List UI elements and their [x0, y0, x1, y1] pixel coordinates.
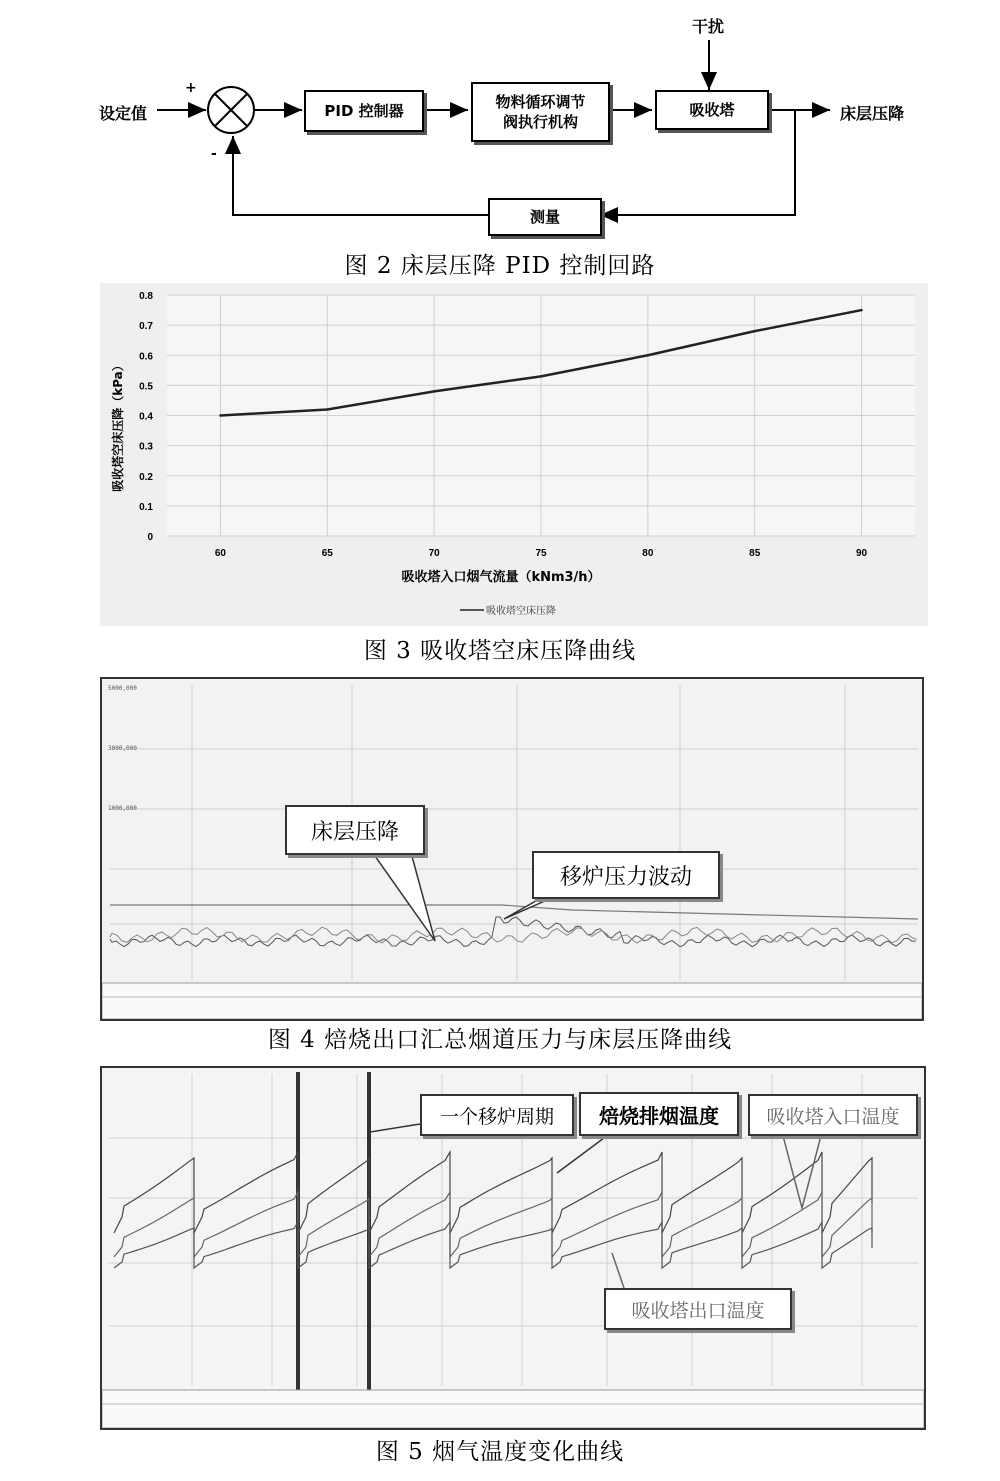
- figure2-diagram: [95, 10, 920, 240]
- y-tick-label: 0.6: [139, 351, 153, 363]
- x-tick-label: 70: [428, 548, 440, 559]
- data-point: [754, 330, 756, 332]
- data-point: [433, 390, 435, 392]
- figure4-plot: [102, 679, 922, 1019]
- pointer-outlet: [612, 1253, 624, 1288]
- pid-controller-block: PID 控制器: [304, 90, 424, 132]
- fig4-tick-b: 3000,000: [108, 745, 137, 752]
- data-point: [326, 408, 328, 410]
- pressure-drop-chart: [100, 283, 928, 626]
- figure4-caption: 图 4 焙烧出口汇总烟道压力与床层压降曲线: [267, 1027, 733, 1053]
- y-tick-label: 0.2: [139, 471, 153, 483]
- measurement-block: 测量: [488, 198, 602, 236]
- absorber-block: 吸收塔: [655, 90, 769, 130]
- figure3-chart: [100, 283, 928, 626]
- legend-label: 吸收塔空床压降: [486, 606, 556, 617]
- output-label: 床层压降: [840, 104, 905, 123]
- y-tick-label: 0.4: [139, 411, 153, 423]
- trace-absorber-inlet-temp: [114, 1192, 872, 1257]
- pointer-cycle: [370, 1124, 420, 1132]
- y-tick-label: 0.7: [139, 321, 153, 333]
- data-point: [860, 309, 862, 311]
- data-point: [219, 414, 221, 416]
- valve-actuator-block: [471, 82, 610, 142]
- x-tick-label: 65: [321, 548, 333, 559]
- y-tick-label: 0.5: [139, 381, 153, 393]
- y-tick-label: 0.8: [139, 291, 153, 302]
- callout-bed-pressure: 床层压降: [285, 805, 425, 855]
- plus-sign: +: [185, 80, 197, 96]
- y-tick-label: 0.3: [139, 441, 153, 453]
- trace-bed-pressure-top: [110, 905, 918, 919]
- setpoint-label: 设定值: [99, 104, 148, 123]
- status-bar: [102, 983, 922, 1019]
- callout-absorber-outlet-temp: 吸收塔出口温度: [604, 1288, 792, 1330]
- callout-roast-exhaust-temp: 焙烧排烟温度: [579, 1092, 739, 1136]
- pointer-inlet: [782, 1132, 822, 1208]
- y-axis-title: 吸收塔空床压降（kPa）: [111, 359, 125, 492]
- minus-sign: -: [211, 146, 217, 162]
- callout-furnace-fluctuation: 移炉压力波动: [532, 851, 720, 899]
- figure5-caption: 图 5 烟气温度变化曲线: [375, 1439, 625, 1465]
- fig4-tick-c: 1000,000: [108, 805, 137, 812]
- x-axis-title: 吸收塔入口烟气流量（kNm3/h）: [401, 570, 601, 585]
- disturbance-label: 干扰: [692, 17, 725, 36]
- x-tick-label: 80: [642, 548, 654, 559]
- callout-pointer-bed: [370, 849, 435, 941]
- y-tick-label: 0: [147, 532, 153, 543]
- trace-roast-exhaust-temp: [114, 1152, 872, 1233]
- figure5-trend-screen: [100, 1066, 926, 1430]
- data-point: [647, 354, 649, 356]
- x-tick-label: 60: [214, 548, 226, 559]
- callout-furnace-cycle: 一个移炉周期: [420, 1094, 574, 1136]
- figure4-trend-screen: [100, 677, 924, 1021]
- fig4-tick-a: 5000,000: [108, 685, 137, 692]
- status-bar: [102, 1390, 924, 1428]
- figure3-caption: 图 3 吸收塔空床压降曲线: [363, 638, 637, 664]
- valve-label-line2: 阀执行机构: [502, 113, 578, 131]
- figure2-caption: 图 2 床层压降 PID 控制回路: [344, 253, 656, 279]
- y-tick-label: 0.1: [139, 501, 153, 513]
- x-tick-label: 75: [535, 548, 547, 559]
- callout-absorber-inlet-temp: 吸收塔入口温度: [748, 1094, 918, 1136]
- valve-label-line1: 物料循环调节: [495, 92, 586, 111]
- x-tick-label: 90: [856, 548, 868, 559]
- x-tick-label: 85: [749, 548, 761, 559]
- data-point: [540, 375, 542, 377]
